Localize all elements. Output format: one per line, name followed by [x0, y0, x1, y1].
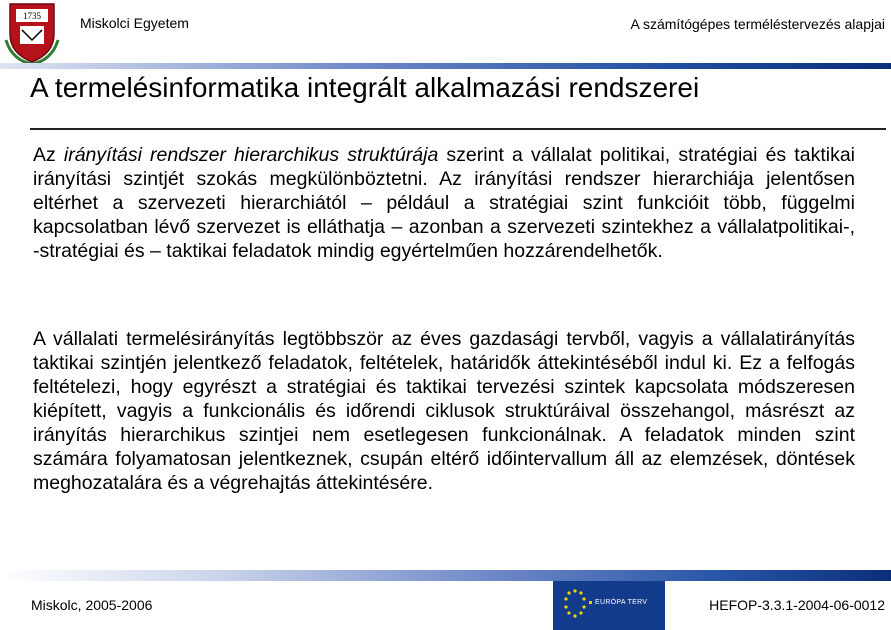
paragraph-2: A vállalati termelésirányítás legtöbbször az éves gazdasági tervből, vagyis a vállalatirányítás taktikai szintjén jelentkező feladatok, feltételek, határidők áttekintéséből indul ki. Ez a felfogás feltételezi, hogy egyrészt a stratégiai és taktikai tervezési szintek kapcsolata módszeresen kiépített, vagyis a funkcionális és időrendi ciklusok struktúráival összehangol, másrészt az irányítás hierarchikus szintjei nem esetlegesen funkcionálnak. A feladatok minden szint számára folyamatosan jelentkeznek, csupán eltérő időintervallum áll az elemzések, döntések meghozatalára és a végrehajtás áttekintésére.	[33, 328, 855, 494]
header-gradient-bar	[0, 63, 891, 69]
paragraph-1	[33, 143, 855, 263]
footer-place-years: Miskolc, 2005-2006	[31, 597, 153, 613]
paragraph-1-rest: szerint a vállalat politikai, stratégiai és taktikai irányítási szintjét szokás megkülönböztetni. Az irányítási rendszer hierarchiája jelentősen eltérhet a szervezeti hierarchiától – például a stratégiai szint funkcióit több, függelmi kapcsolatban lévő szervezet is elláthatja – azonban a szervezeti szintekhez a vállalatpolitikai-, -stratégiai és – taktikai feladatok mindig egyértelműen hozzárendelhetők.	[33, 144, 855, 262]
europa-terv-label: EURÓPA TERV	[595, 599, 648, 606]
university-crest-logo	[2, 0, 62, 66]
slide-title: A termelésinformatika integrált alkalmazási rendszerei	[30, 72, 700, 103]
footer-gradient-bar	[0, 570, 891, 581]
course-title: A számítógépes terméléstervezés alapjai	[630, 16, 885, 32]
footer-project-code: HEFOP-3.3.1-2004-06-0012	[709, 597, 885, 613]
paragraph-1-lead: Az	[33, 144, 64, 166]
europa-terv-logo	[553, 581, 665, 630]
university-name: Miskolci Egyetem	[80, 15, 189, 31]
title-divider	[30, 128, 886, 130]
svg-text:1735: 1735	[23, 11, 41, 21]
paragraph-1-emphasis: irányítási rendszer hierarchikus struktúrája	[63, 144, 439, 166]
